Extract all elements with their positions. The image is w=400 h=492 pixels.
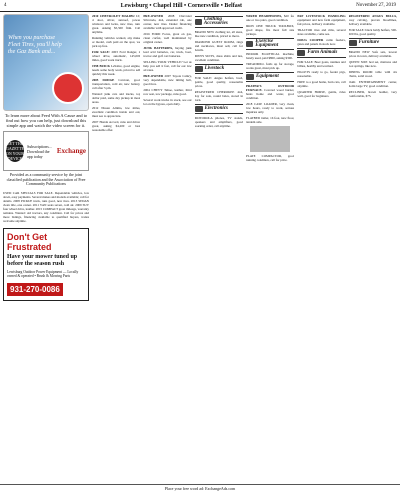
farm-icon xyxy=(297,50,305,56)
page-header xyxy=(0,0,400,12)
gazette-lines: Subscriptions... Download the app today xyxy=(27,143,52,159)
section-exercise: Exercise Equipment xyxy=(246,38,294,50)
ad-title: Don't Get Frustrated xyxy=(7,231,52,252)
gazette-badge: GET THE GAZETTE ON YOUR DEVICE xyxy=(6,141,24,161)
community-note: Provided as a community service by the joint classified publication and the Association of Free Community Publications xyxy=(6,172,86,187)
exercise-icon xyxy=(246,41,253,47)
column-5: PAP LIVESTOCK HANDLING equipment and new farm equipment, fair prices, delivery available. TRACTOR tires and rims, several sizes available, come see. DOUG COOPER cattle feeders, gates and panels in stock now. Farm Animals FOR SALE: Boer goats, nannies and billies, healthy and wormed. PIGLETS ready to go, feeder pigs, reasonable. FREE to a good home, barn cats, call anytime. QUARTER HORSE, gentle, rides well, good for beginners. xyxy=(297,14,346,98)
promo-script: When you purchase Fleet Tires, you'll help the Gaz Bank and... xyxy=(8,35,62,55)
column-6: REGISTERED ANGUS BULLS, easy calving, proven bloodlines, delivery available. FOR SALE: black baldy heifers, 500-600 lbs, good quality. Furniture BRAND NEW Sofa sets, lowest prices in town, delivery available. QUEEN SIZE bed set, mattress and box springs, like new. DINING ROOM table with six chairs, solid wood. OAK ENTERTAINMENT center, holds large TV, good condition. RECLINER, brown leather, very comfortable, $75. xyxy=(348,14,397,98)
left-column xyxy=(3,14,89,301)
ad-phone[interactable]: 931-270-0086 xyxy=(7,283,63,296)
column-2: PRE-OWNED 2008 Chevrolet Silverado, 4x4, extended cab, one owner, new tires. Dealer financing available with approved credit. 2016 FORD Focus, great on gas, clean carfax, well maintained by original owner. JUNK BATTERIES, buying junk lead acid batteries, car, truck, boat, tractor and golf cart batteries. SELLING YOUR VEHICLE? Let us help you sell it fast, call for our low ad rates. PRE-OWNED 2007 Toyota Camry, very dependable, new timing belt, good tires. 2004 CHEVY Tahoe, leather, third row seat, tow package, runs good. Several work trucks in stock, see our lot on the bypass, open daily. xyxy=(143,14,192,106)
left-classifieds: USED CAR SPECIALS FOR SALE. Dependable vehicles, low down, easy payments. Several makes and models available; call for details. 2008 PICKUP truck, runs good, new tires. 2013 SEDAN clean title, one owner. 2011 VAN seats seven, cold air. 2009 SUV four wheel drive, leather. 2015 COMPACT great mileage, warranty remains. Wanted: old tractors, any condition. Call for prices and more listings, financing available to qualified buyers, trades welcome anytime. xyxy=(3,190,89,223)
page-footer: Place your free word ad: ExchangeAds.com xyxy=(0,484,400,492)
section-livestock: Livestock xyxy=(195,64,243,74)
livestock-icon xyxy=(195,66,203,72)
ad-headline: Have your mower tuned up before the season rush xyxy=(7,253,78,267)
promo-photo xyxy=(3,14,89,111)
section-electronics: Electronics xyxy=(195,104,243,114)
section-farm: Farm Animals xyxy=(297,48,345,58)
equipment-icon xyxy=(246,74,254,80)
clothing-icon xyxy=(195,19,202,25)
ad-small: Lewisburg Outdoor Power Equipment — Locally owned & operated • Brush & Mowing Parts xyxy=(7,269,79,279)
page-title: Lewisburg • Chapel Hill • Cornersville • Belfast xyxy=(120,2,243,9)
listing-photo xyxy=(250,126,290,152)
column-3: Clothing Accessories BRAND NEW clothing lot, all sizes, like new condition, priced to move. DIAMOND GUEST ROOM, rings and necklaces, must sell, call for details. MEN'S SUITS, dress shirts and ties, excellent condition. Livestock FOR SALE: Angus heifers, bred, gentle, good quality, reasonable prices. REGISTERED CHEROKEE 4x4, hay for sale, round bales, stored in barn. Electronics MOTOROLA phones, TV stands, speakers and amplifiers, good working order, call anytime. xyxy=(194,17,243,128)
column-4: WIRED HEADPHONES, $20 for one or two pairs, good condition. IRON ONE TRUCK TOOLBOX, good shape, fits most full size pickups. Exercise Equipment INDOOR ELLIPTICAL machine, barely used, paid $800, asking $300. TREADMILL folds up for storage, works great, must pick up. Equipment PRATER'S OUTDOOR FURNACE. Covered wood burner, heats home and water, good condition. 2018 CASE LOADER, very clean, low hours, ready to work, serious inquiries only. FLATBED trailer, 16 foot, new floor, tandem axle. PLATE COMPACTOR, good running condition, call for price. xyxy=(245,14,295,162)
section-equipment: Equipment xyxy=(246,72,294,82)
furniture-icon xyxy=(349,40,357,46)
exchange-logo: Exchange xyxy=(56,147,86,155)
promo-stamp-icon xyxy=(52,72,84,104)
promo-caption: To learn more about Feed With A Cause and to find out how you can help, just download this simple app and watch the video screen for it. xyxy=(4,113,88,128)
issue-date: November 27, 2019 xyxy=(356,3,396,8)
mower-ad xyxy=(3,228,89,301)
page-number: 4 xyxy=(4,3,7,8)
section-clothing: Clothing Accessories xyxy=(195,16,243,28)
column-1: 2010 CHEVROLET MALIBU LT, 4 door, silver, sunroof, power windows and locks, new tires, runs great. Asking $5,500 firm. Call anytime. Running vehicles wanted, any make or model, cash paid on the spot, we pick up free. FOR SALE: 2003 Ford Ranger, 2 wheel drive, automatic, 145,000 miles, good work truck. 1998 BUICK LeSabre, good engine, needs some body work, priced to sell quickly this week. 2005 DODGE Caravan, good transportation, cold air, new battery, call after 5 pm. Wanted: junk cars and trucks, top dollar paid, same day pickup in most areas. 2012 Nissan Altima, low miles, excellent condition inside and out, must see to appreciate. 2007 Honda Accord, runs and drives great, asking $4,200 or best reasonable offer. xyxy=(92,14,141,132)
section-furniture: Furniture xyxy=(349,38,397,48)
classified-grid xyxy=(92,14,397,486)
electronics-icon xyxy=(195,106,203,112)
gazette-box[interactable] xyxy=(3,131,89,171)
